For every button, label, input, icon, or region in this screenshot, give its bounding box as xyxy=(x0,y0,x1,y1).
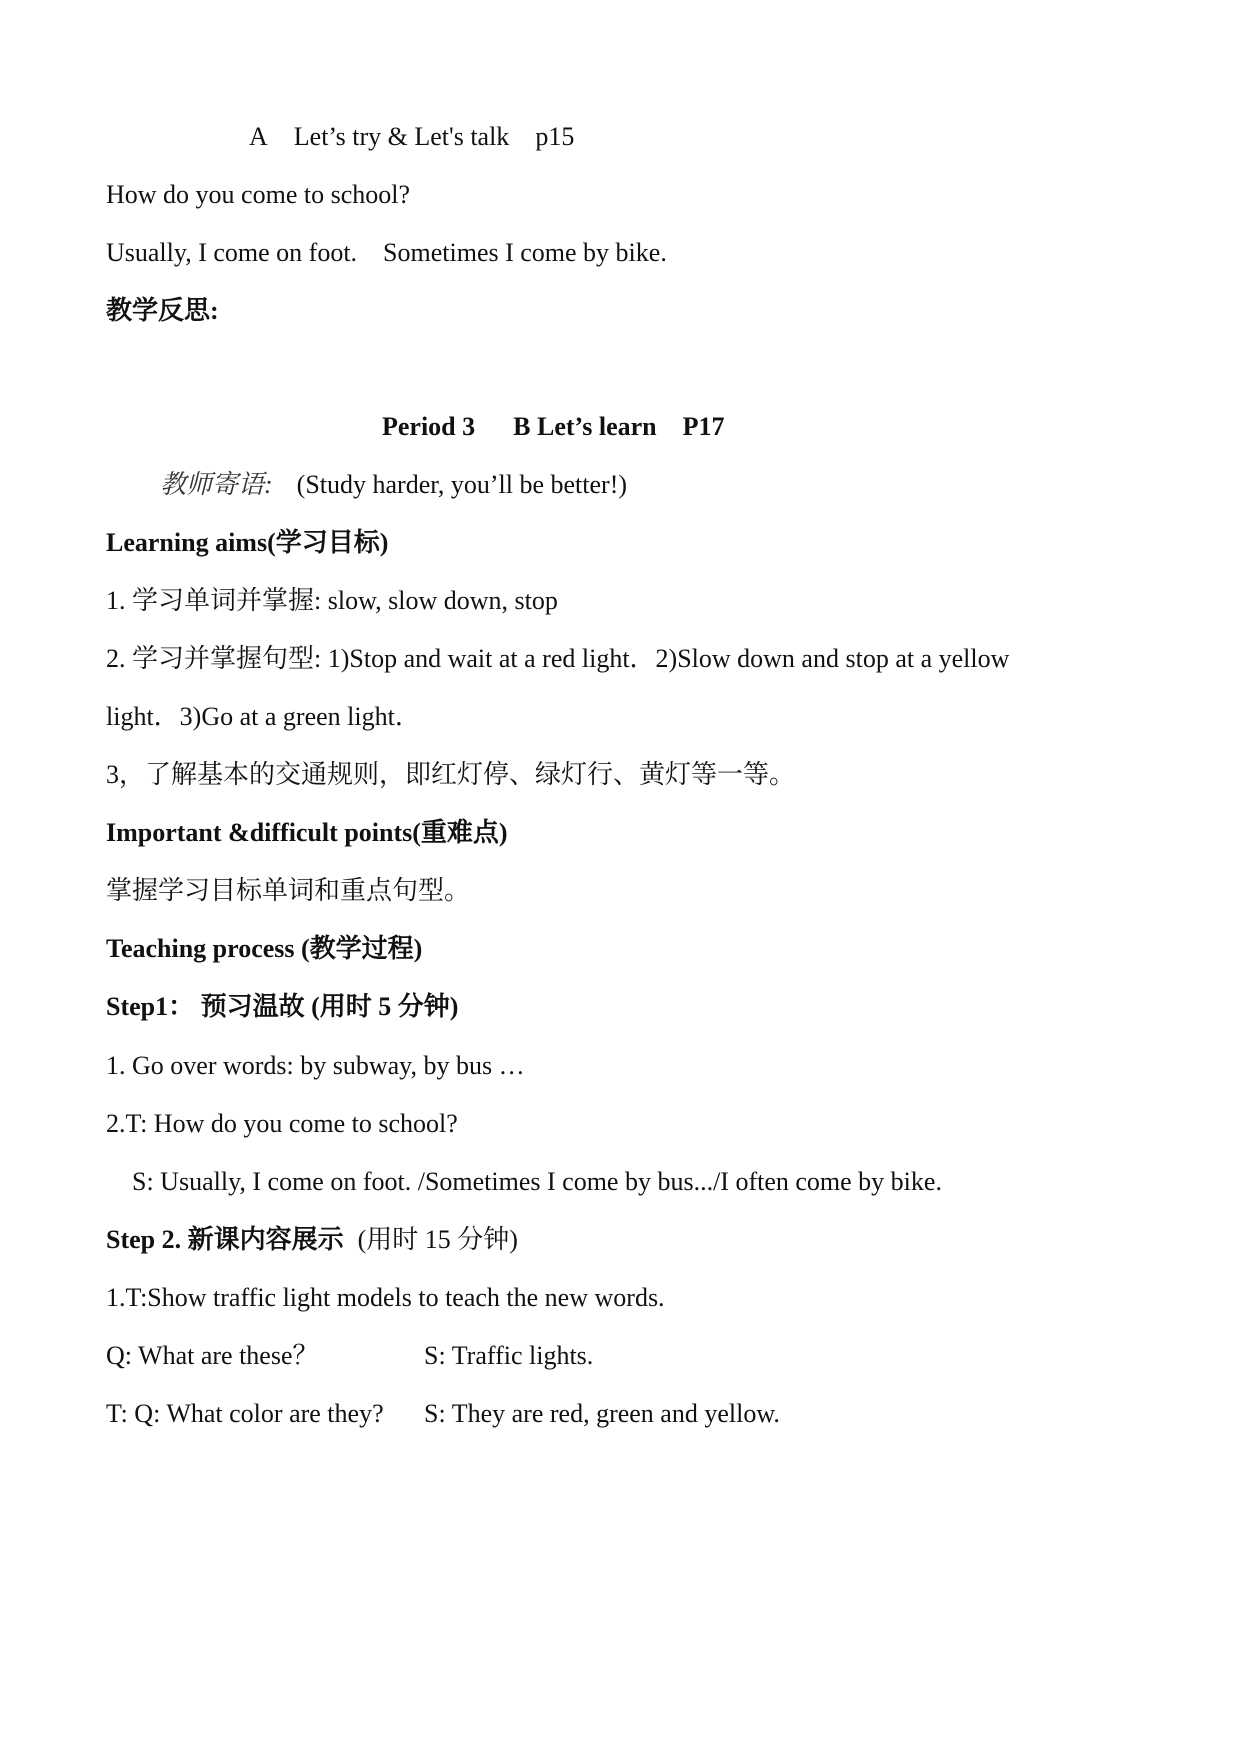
learning-aim-1: 1. 学习单词并掌握: slow, slow down, stop xyxy=(106,586,558,615)
section-a-letter: A xyxy=(249,122,268,151)
step2-heading xyxy=(106,1224,518,1256)
step2-heading-time: (用时 15 分钟) xyxy=(357,1225,518,1254)
lesson-title: B Let’s learn xyxy=(513,412,657,441)
step1-item-2: 2.T: How do you come to school? xyxy=(106,1109,458,1138)
section-a-answer xyxy=(106,237,667,269)
step1-heading: Step1： 预习温故 (用时 5 分钟) xyxy=(106,992,459,1021)
step2-heading-bold: Step 2. 新课内容展示 xyxy=(106,1225,344,1254)
dialogue-2-question: T: Q: What color are they? xyxy=(106,1399,384,1428)
teacher-message-label: 教师寄语: xyxy=(160,470,273,499)
teacher-message-text: (Study harder, you’ll be better!) xyxy=(296,470,628,499)
dialogue-1-answer: S: Traffic lights. xyxy=(424,1341,594,1370)
period-heading xyxy=(382,411,725,443)
reflection-label: 教学反思: xyxy=(106,296,219,325)
section-a-title: Let’s try & Let's talk xyxy=(293,122,510,151)
step1-item-2-answer: S: Usually, I come on foot. /Sometimes I come by bus.../I often come by bike. xyxy=(132,1167,942,1196)
page-ref: P17 xyxy=(682,412,725,441)
important-points-text: 掌握学习目标单词和重点句型。 xyxy=(106,876,471,905)
learning-aim-2-line-1: 2. 学习并掌握句型: 1)Stop and wait at a red light．2)Slow down and stop at a yellow xyxy=(106,644,1010,673)
step1-item-1: 1. Go over words: by subway, by bus … xyxy=(106,1051,525,1080)
important-points-heading: Important &difficult points(重难点) xyxy=(106,818,508,847)
learning-aims-heading: Learning aims(学习目标) xyxy=(106,528,389,557)
period-label: Period 3 xyxy=(382,412,476,441)
section-a-answer-2: Sometimes I come by bike. xyxy=(383,238,667,267)
teacher-message xyxy=(160,469,627,501)
learning-aim-3: 3，了解基本的交通规则，即红灯停、绿灯行、黄灯等一等。 xyxy=(106,760,796,789)
teaching-process-heading: Teaching process (教学过程) xyxy=(106,934,423,963)
section-a-page: p15 xyxy=(535,122,575,151)
section-a-heading xyxy=(249,121,574,153)
section-a-answer-1: Usually, I come on foot. xyxy=(106,238,358,267)
dialogue-2-answer: S: They are red, green and yellow. xyxy=(424,1399,780,1428)
dialogue-1-question: Q: What are these？ xyxy=(106,1341,319,1370)
step2-item-1: 1.T:Show traffic light models to teach the new words. xyxy=(106,1283,665,1312)
learning-aim-2-line-2: light．3)Go at a green light． xyxy=(106,702,421,731)
section-a-question: How do you come to school? xyxy=(106,180,411,209)
